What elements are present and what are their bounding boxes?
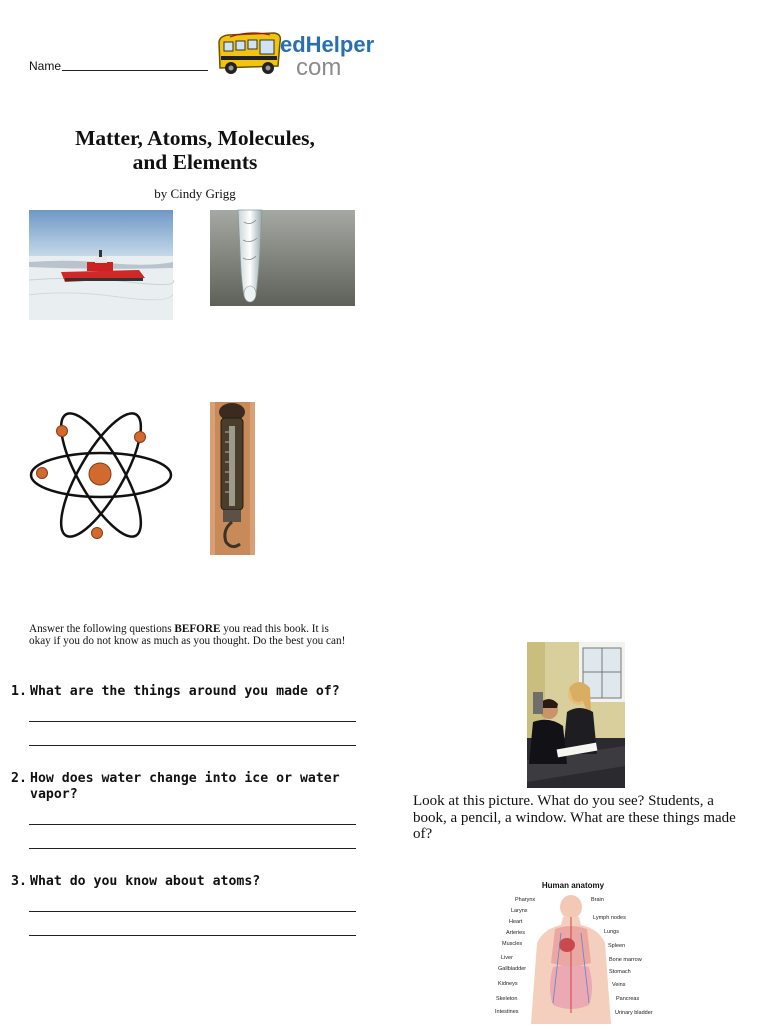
students-classroom-photo bbox=[527, 642, 625, 788]
question-2 bbox=[11, 771, 356, 803]
title-line-2: and Elements bbox=[132, 150, 258, 174]
anatomy-label-brain: Brain bbox=[591, 897, 604, 903]
instructions-paragraph bbox=[29, 624, 351, 647]
anatomy-label-bone-marrow: Bone marrow bbox=[609, 957, 642, 963]
thermometer-photo bbox=[210, 402, 255, 555]
anatomy-label-intestines: Intestines bbox=[495, 1009, 519, 1015]
question-number: 2. bbox=[11, 771, 27, 786]
instructions-text-after: you read this book. It is okay if you do not know as much as you thought. Do the best you can! bbox=[29, 623, 346, 647]
answer-line[interactable] bbox=[29, 745, 356, 746]
anatomy-label-spleen: Spleen bbox=[608, 943, 626, 949]
instructions-text-before: Answer the following questions bbox=[29, 623, 175, 635]
anatomy-label-lymph-nodes: Lymph nodes bbox=[593, 915, 626, 921]
question-number: 3. bbox=[11, 874, 27, 889]
atom-model-illustration bbox=[29, 402, 173, 548]
question-text: What are the things around you made of? bbox=[30, 684, 340, 699]
anatomy-label-lungs: Lungs bbox=[604, 929, 619, 935]
anatomy-label-muscles: Muscles bbox=[502, 941, 523, 947]
logo-text-main: edHelper bbox=[280, 32, 375, 57]
instructions-emphasis: BEFORE bbox=[174, 623, 221, 635]
anatomy-label-veins: Veins bbox=[612, 982, 626, 988]
question-3 bbox=[11, 874, 356, 890]
anatomy-label-urinary-bladder: Urinary bladder bbox=[615, 1010, 653, 1016]
question-number: 1. bbox=[11, 684, 27, 699]
answer-line[interactable] bbox=[29, 824, 356, 825]
anatomy-label-stomach: Stomach bbox=[609, 969, 631, 975]
anatomy-label-pharynx: Pharynx bbox=[515, 897, 536, 903]
document-title bbox=[29, 126, 361, 174]
question-1 bbox=[11, 684, 356, 700]
answer-line[interactable] bbox=[29, 911, 356, 912]
edhelper-logo bbox=[216, 28, 375, 82]
question-text: What do you know about atoms? bbox=[30, 874, 261, 889]
question-text: How does water change into ice or water vapor? bbox=[30, 771, 340, 802]
anatomy-diagram-title: Human anatomy bbox=[541, 881, 605, 890]
anatomy-label-gallbladder: Gallbladder bbox=[498, 966, 527, 972]
anatomy-label-kidneys: Kidneys bbox=[498, 981, 518, 987]
answer-line[interactable] bbox=[29, 935, 356, 936]
anatomy-label-larynx: Larynx bbox=[511, 908, 528, 914]
logo-text-sub: com bbox=[296, 54, 342, 81]
name-field-line[interactable] bbox=[62, 70, 208, 71]
answer-line[interactable] bbox=[29, 721, 356, 722]
icicle-photo bbox=[210, 210, 355, 306]
answer-line[interactable] bbox=[29, 848, 356, 849]
name-label: Name bbox=[29, 59, 62, 73]
anatomy-label-arteries: Arteries bbox=[506, 930, 525, 936]
title-line-1: Matter, Atoms, Molecules, bbox=[75, 126, 315, 150]
anatomy-label-pancreas: Pancreas bbox=[616, 996, 640, 1002]
school-bus-icon bbox=[219, 33, 280, 74]
author-byline: by Cindy Grigg bbox=[154, 186, 236, 201]
picture-caption: Look at this picture. What do you see? Students, a book, a pencil, a window. What are these things made of? bbox=[413, 793, 736, 842]
anatomy-label-heart: Heart bbox=[509, 919, 523, 925]
icebreaker-ship-photo bbox=[29, 210, 173, 320]
anatomy-label-liver: Liver bbox=[501, 955, 513, 961]
anatomy-label-skeleton: Skeleton bbox=[496, 996, 518, 1002]
